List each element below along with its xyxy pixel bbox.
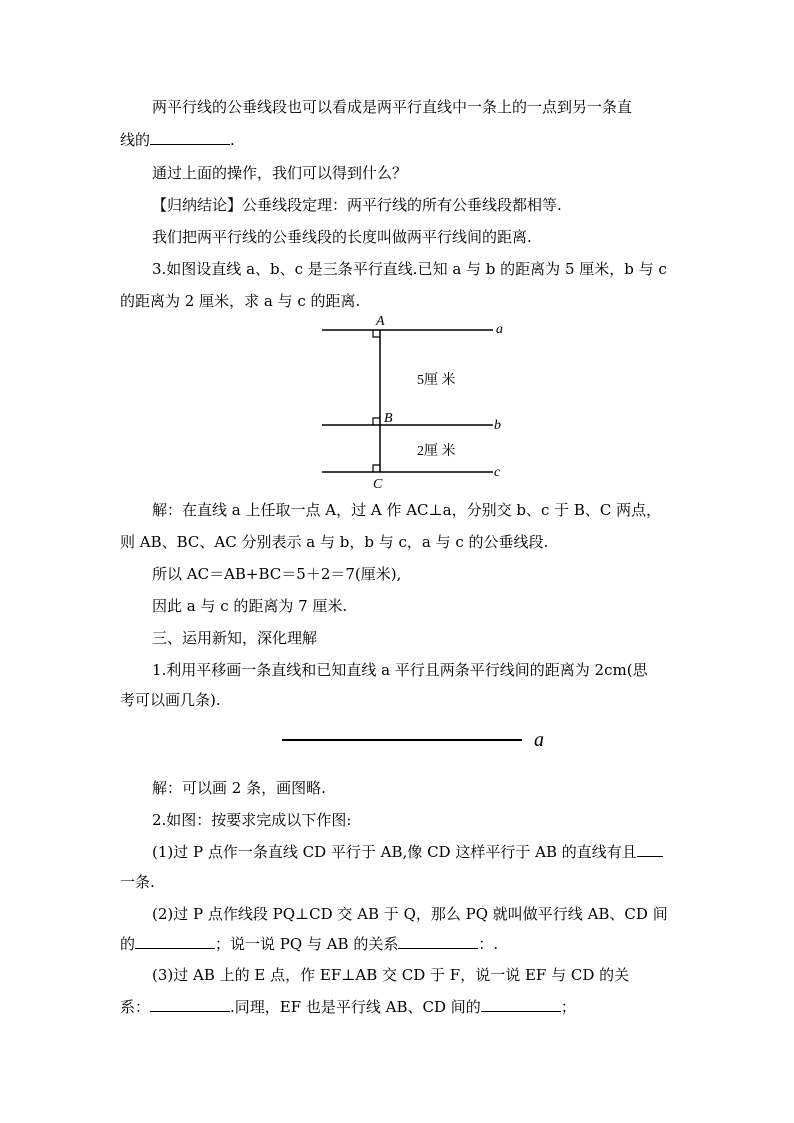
text-fragment: 的 <box>120 935 136 953</box>
text-fragment: 线的 <box>120 131 151 149</box>
fill-blank[interactable] <box>150 130 230 145</box>
section-heading: 三、运用新知，深化理解 <box>152 629 318 647</box>
text-fragment: ：. <box>478 935 499 953</box>
fill-blank[interactable] <box>150 997 230 1012</box>
parallel-lines-figure <box>318 310 528 495</box>
text-line: 我们把两平行线的公垂线段的长度叫做两平行线间的距离. <box>152 228 532 246</box>
line-label-b: b <box>494 418 501 433</box>
fill-blank[interactable] <box>481 997 561 1012</box>
text-fragment: (1)过 P 点作一条直线 CD 平行于 AB,像 CD 这样平行于 AB 的直线有且 <box>152 843 637 861</box>
text-line: 因此 a 与 c 的距离为 7 厘米. <box>152 597 348 615</box>
text-line: 解：在直线 a 上任取一点 A，过 A 作 AC⊥a，分别交 b、c 于 B、C 两点， <box>152 501 662 519</box>
text-line <box>152 842 663 862</box>
text-line: 3.如图设直线 a、b、c 是三条平行直线.已知 a 与 b 的距离为 5 厘米，b 与 c <box>152 260 667 278</box>
text-line <box>120 997 576 1017</box>
text-fragment: ； <box>560 998 576 1016</box>
text-line: 所以 AC＝AB+BC＝5＋2＝7(厘米), <box>152 565 402 583</box>
line-label-a: a <box>496 322 503 337</box>
text-line: 解：可以画 2 条，画图略. <box>152 779 326 797</box>
given-line-label: a <box>534 729 544 751</box>
text-line: 的距离为 2 厘米，求 a 与 c 的距离. <box>120 292 361 310</box>
text-line: (2)过 P 点作线段 PQ⊥CD 交 AB 于 Q，那么 PQ 就叫做平行线 AB、CD 间 <box>152 905 668 923</box>
text-line: 两平行线的公垂线段也可以看成是两平行直线中一条上的一点到另一条直 <box>152 98 633 116</box>
text-line: 则 AB、BC、AC 分别表示 a 与 b，b 与 c，a 与 c 的公垂线段. <box>120 533 549 551</box>
text-line <box>120 130 235 150</box>
distance-label-bc: 2厘 米 <box>417 444 456 459</box>
line-label-c: c <box>494 465 501 480</box>
text-fragment: ；说一说 PQ 与 AB 的关系 <box>215 935 399 953</box>
text-fragment: . <box>230 131 235 149</box>
distance-label-ab: 5厘 米 <box>417 373 456 388</box>
text-line: 1.利用平移画一条直线和已知直线 a 平行且两条平行线间的距离为 2cm(思 <box>152 661 648 679</box>
point-label-a: A <box>376 314 385 329</box>
text-line: 通过上面的操作，我们可以得到什么？ <box>152 164 408 182</box>
text-line: 考可以画几条). <box>120 691 221 709</box>
text-line: 【归纳结论】公垂线段定理：两平行线的所有公垂线段都相等. <box>152 196 562 214</box>
fill-blank[interactable] <box>135 934 215 949</box>
right-angle-mark-a <box>373 330 380 337</box>
right-angle-mark-b <box>373 418 380 425</box>
text-fragment: .同理，EF 也是平行线 AB、CD 间的 <box>230 998 481 1016</box>
text-line: 2.如图：按要求完成以下作图: <box>152 811 352 829</box>
fill-blank[interactable] <box>637 842 663 857</box>
text-line: (3)过 AB 上的 E 点，作 EF⊥AB 交 CD 于 F，说一说 EF 与 CD 的关 <box>152 966 630 984</box>
text-fragment: 系： <box>120 998 151 1016</box>
fill-blank[interactable] <box>398 934 478 949</box>
right-angle-mark-c <box>373 465 380 472</box>
text-line: 一条. <box>120 873 155 891</box>
point-label-b: B <box>384 411 393 426</box>
line-a-figure <box>280 725 560 755</box>
text-line <box>120 934 498 954</box>
point-label-c: C <box>373 477 383 492</box>
